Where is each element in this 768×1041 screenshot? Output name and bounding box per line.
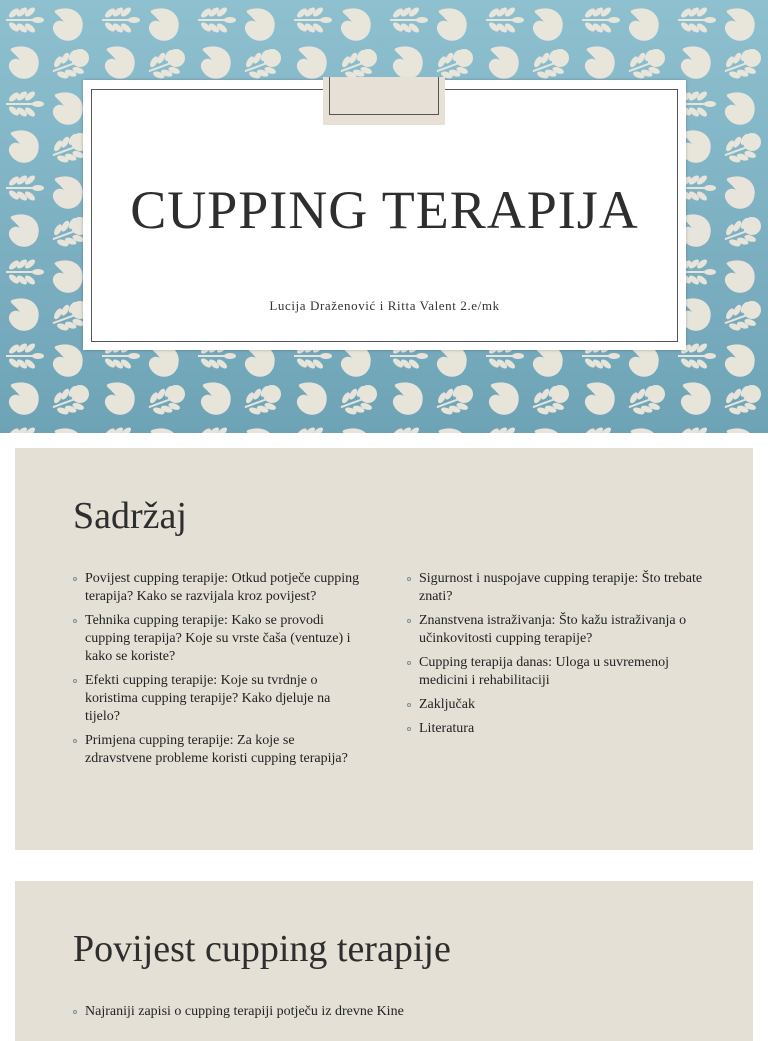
title-tab-decoration xyxy=(323,77,445,125)
slide-title: Sadržaj xyxy=(73,495,187,537)
title-tab-inner xyxy=(329,77,439,115)
title-slide xyxy=(0,0,768,433)
title-card xyxy=(83,80,686,350)
history-list xyxy=(73,1003,673,1027)
presentation-subtitle: Lucija Draženović i Ritta Valent 2.e/mk xyxy=(269,298,500,313)
presentation-title: CUPPING TERAPIJA xyxy=(130,180,639,240)
contents-slide xyxy=(15,448,753,850)
list-item: Efekti cupping terapije: Koje su tvrdnje o koristima cupping terapije? Kako djeluje na tijelo? xyxy=(73,672,363,726)
list-item: Zaključak xyxy=(407,696,707,714)
slide-title: Povijest cupping terapije xyxy=(73,928,451,970)
list-item: Znanstvena istraživanja: Što kažu istraživanja o učinkovitosti cupping terapije? xyxy=(407,612,707,648)
list-item: Cupping terapija danas: Uloga u suvremenoj medicini i rehabilitaciji xyxy=(407,654,707,690)
list-item: Najraniji zapisi o cupping terapiji potječu iz drevne Kine xyxy=(73,1003,673,1021)
list-item: Primjena cupping terapije: Za koje se zdravstvene probleme koristi cupping terapija? xyxy=(73,732,363,768)
list-item: Sigurnost i nuspojave cupping terapije: Što trebate znati? xyxy=(407,570,707,606)
list-item: Povijest cupping terapije: Otkud potječe cupping terapija? Kako se razvijala kroz povijest? xyxy=(73,570,363,606)
history-slide xyxy=(15,881,753,1041)
list-item: Tehnika cupping terapije: Kako se provodi cupping terapija? Koje su vrste čaša (ventuze) i kako se koriste? xyxy=(73,612,363,666)
contents-list-left xyxy=(73,570,363,774)
contents-list-right xyxy=(407,570,707,744)
list-item: Literatura xyxy=(407,720,707,738)
